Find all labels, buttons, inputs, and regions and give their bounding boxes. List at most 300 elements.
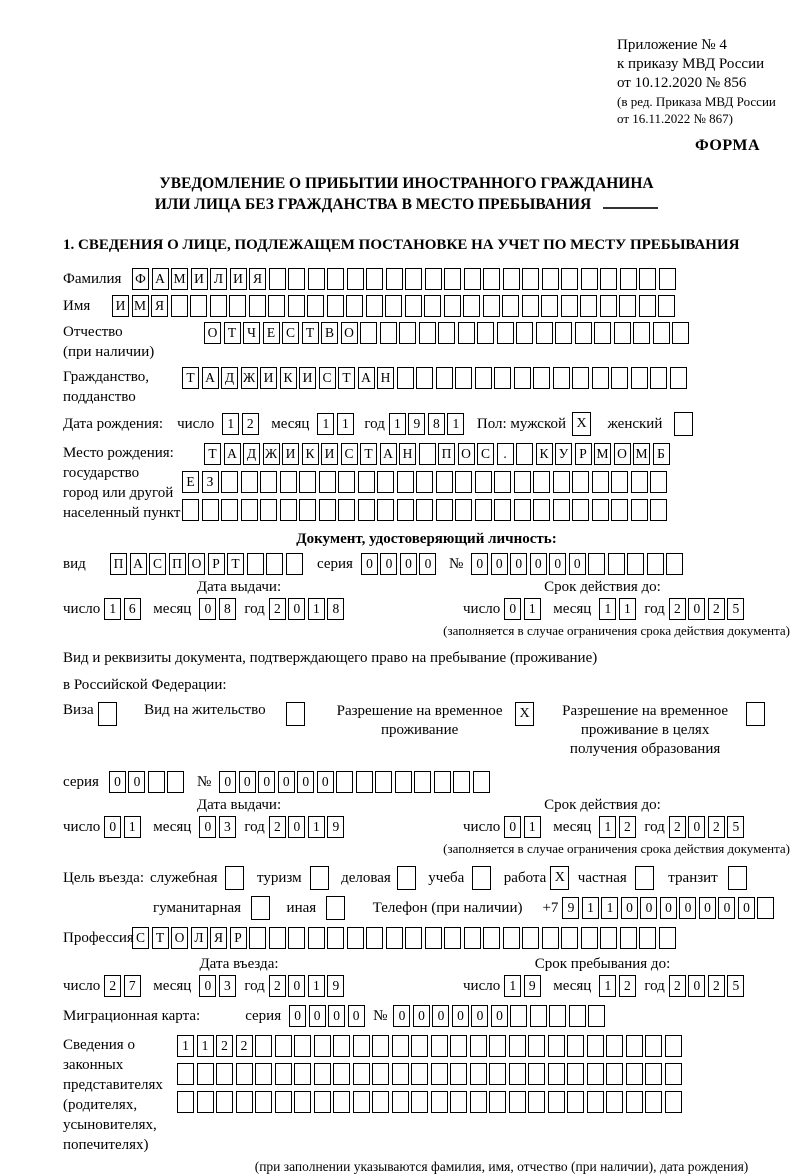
form-cell[interactable] <box>665 1063 682 1085</box>
form-cell[interactable] <box>580 295 597 317</box>
form-cell[interactable] <box>353 1091 370 1113</box>
form-cell[interactable] <box>307 295 324 317</box>
form-cell[interactable]: Р <box>575 443 592 465</box>
form-cell[interactable] <box>247 553 264 575</box>
form-cell[interactable] <box>606 1063 623 1085</box>
form-cell[interactable] <box>553 499 570 521</box>
form-cell[interactable]: 2 <box>708 816 725 838</box>
form-cell[interactable]: Т <box>182 367 199 389</box>
form-cell[interactable] <box>269 268 286 290</box>
form-cell[interactable]: И <box>230 268 247 290</box>
form-cell[interactable] <box>444 927 461 949</box>
form-cell[interactable] <box>314 1035 331 1057</box>
form-cell[interactable]: Т <box>360 443 377 465</box>
form-cell[interactable]: 0 <box>640 897 657 919</box>
form-cell[interactable] <box>333 1063 350 1085</box>
form-cell[interactable] <box>405 295 422 317</box>
form-cell[interactable] <box>197 1091 214 1113</box>
form-cell[interactable] <box>670 367 687 389</box>
form-cell[interactable] <box>600 268 617 290</box>
form-cell[interactable]: 0 <box>413 1005 430 1027</box>
form-cell[interactable] <box>631 499 648 521</box>
form-cell[interactable] <box>372 1091 389 1113</box>
form-cell[interactable] <box>553 471 570 493</box>
form-cell[interactable]: 1 <box>308 598 325 620</box>
form-cell[interactable] <box>372 1063 389 1085</box>
form-cell[interactable]: 5 <box>727 598 744 620</box>
form-cell[interactable] <box>472 866 491 890</box>
form-cell[interactable]: Р <box>208 553 225 575</box>
form-cell[interactable]: Ж <box>263 443 280 465</box>
form-cell[interactable] <box>757 897 774 919</box>
form-cell[interactable] <box>286 702 305 726</box>
form-cell[interactable] <box>659 268 676 290</box>
form-cell[interactable] <box>308 927 325 949</box>
form-cell[interactable]: 0 <box>104 816 121 838</box>
form-cell[interactable]: 0 <box>288 816 305 838</box>
form-cell[interactable]: 1 <box>308 975 325 997</box>
form-cell[interactable] <box>294 1035 311 1057</box>
form-cell[interactable] <box>631 471 648 493</box>
form-cell[interactable]: 1 <box>177 1035 194 1057</box>
form-cell[interactable] <box>416 367 433 389</box>
form-cell[interactable]: Ж <box>241 367 258 389</box>
form-cell[interactable]: X <box>572 412 591 436</box>
form-cell[interactable] <box>514 471 531 493</box>
form-cell[interactable] <box>606 1035 623 1057</box>
form-cell[interactable]: К <box>302 443 319 465</box>
form-cell[interactable] <box>399 322 416 344</box>
form-cell[interactable] <box>533 499 550 521</box>
form-cell[interactable]: 9 <box>408 413 425 435</box>
form-cell[interactable] <box>572 471 589 493</box>
form-cell[interactable] <box>581 268 598 290</box>
form-cell[interactable] <box>475 367 492 389</box>
form-cell[interactable] <box>514 499 531 521</box>
form-cell[interactable] <box>572 499 589 521</box>
form-cell[interactable] <box>658 295 675 317</box>
form-cell[interactable] <box>249 295 266 317</box>
form-cell[interactable]: 0 <box>679 897 696 919</box>
form-cell[interactable]: И <box>321 443 338 465</box>
form-cell[interactable]: В <box>321 322 338 344</box>
form-cell[interactable] <box>567 1091 584 1113</box>
form-cell[interactable] <box>645 1091 662 1113</box>
form-cell[interactable]: 3 <box>219 816 236 838</box>
form-cell[interactable] <box>395 771 412 793</box>
form-cell[interactable] <box>366 927 383 949</box>
form-cell[interactable]: Т <box>338 367 355 389</box>
form-cell[interactable] <box>588 1005 605 1027</box>
form-cell[interactable]: 0 <box>361 553 378 575</box>
form-cell[interactable] <box>561 295 578 317</box>
form-cell[interactable]: 0 <box>699 897 716 919</box>
form-cell[interactable] <box>608 553 625 575</box>
form-cell[interactable] <box>286 553 303 575</box>
form-cell[interactable]: К <box>280 367 297 389</box>
form-cell[interactable] <box>416 471 433 493</box>
form-cell[interactable] <box>635 866 654 890</box>
form-cell[interactable] <box>436 471 453 493</box>
form-cell[interactable] <box>241 471 258 493</box>
form-cell[interactable]: 2 <box>269 816 286 838</box>
form-cell[interactable]: 2 <box>269 598 286 620</box>
form-cell[interactable]: 0 <box>549 553 566 575</box>
form-cell[interactable] <box>497 322 514 344</box>
form-cell[interactable]: 0 <box>297 771 314 793</box>
form-cell[interactable] <box>639 295 656 317</box>
form-cell[interactable] <box>581 927 598 949</box>
form-cell[interactable]: И <box>299 367 316 389</box>
form-cell[interactable] <box>319 499 336 521</box>
form-cell[interactable] <box>431 1035 448 1057</box>
form-cell[interactable]: 0 <box>738 897 755 919</box>
form-cell[interactable]: С <box>319 367 336 389</box>
form-cell[interactable]: 2 <box>269 975 286 997</box>
form-cell[interactable] <box>336 771 353 793</box>
form-cell[interactable]: 0 <box>199 598 216 620</box>
form-cell[interactable] <box>489 1091 506 1113</box>
form-cell[interactable] <box>327 268 344 290</box>
form-cell[interactable]: 1 <box>524 598 541 620</box>
form-cell[interactable] <box>464 268 481 290</box>
form-cell[interactable] <box>314 1063 331 1085</box>
form-cell[interactable] <box>528 1035 545 1057</box>
form-cell[interactable] <box>587 1063 604 1085</box>
form-cell[interactable]: О <box>204 322 221 344</box>
form-cell[interactable] <box>275 1035 292 1057</box>
form-cell[interactable]: О <box>188 553 205 575</box>
form-cell[interactable] <box>299 471 316 493</box>
form-cell[interactable]: 1 <box>317 413 334 435</box>
form-cell[interactable] <box>528 1063 545 1085</box>
form-cell[interactable]: Т <box>152 927 169 949</box>
form-cell[interactable]: О <box>458 443 475 465</box>
form-cell[interactable] <box>455 499 472 521</box>
form-cell[interactable]: 0 <box>504 816 521 838</box>
form-cell[interactable] <box>255 1063 272 1085</box>
form-cell[interactable] <box>299 499 316 521</box>
form-cell[interactable]: 8 <box>219 598 236 620</box>
form-cell[interactable] <box>510 1005 527 1027</box>
form-cell[interactable] <box>241 499 258 521</box>
form-cell[interactable]: 0 <box>380 553 397 575</box>
form-cell[interactable] <box>473 771 490 793</box>
form-cell[interactable]: 7 <box>124 975 141 997</box>
form-cell[interactable] <box>522 927 539 949</box>
form-cell[interactable] <box>470 1063 487 1085</box>
form-cell[interactable] <box>225 866 244 890</box>
form-cell[interactable]: 0 <box>258 771 275 793</box>
form-cell[interactable]: 1 <box>619 598 636 620</box>
form-cell[interactable] <box>509 1063 526 1085</box>
form-cell[interactable]: 0 <box>621 897 638 919</box>
form-cell[interactable] <box>288 295 305 317</box>
form-cell[interactable]: 0 <box>471 553 488 575</box>
form-cell[interactable] <box>650 471 667 493</box>
form-cell[interactable] <box>503 927 520 949</box>
form-cell[interactable] <box>494 471 511 493</box>
form-cell[interactable] <box>275 1091 292 1113</box>
form-cell[interactable] <box>405 268 422 290</box>
form-cell[interactable] <box>366 268 383 290</box>
form-cell[interactable]: 2 <box>669 816 686 838</box>
form-cell[interactable] <box>639 927 656 949</box>
form-cell[interactable] <box>666 553 683 575</box>
form-cell[interactable]: И <box>191 268 208 290</box>
form-cell[interactable]: 1 <box>524 816 541 838</box>
form-cell[interactable] <box>431 1063 448 1085</box>
form-cell[interactable] <box>514 367 531 389</box>
form-cell[interactable] <box>444 268 461 290</box>
form-cell[interactable] <box>509 1091 526 1113</box>
form-cell[interactable]: 0 <box>393 1005 410 1027</box>
form-cell[interactable]: Д <box>243 443 260 465</box>
form-cell[interactable]: С <box>132 927 149 949</box>
form-cell[interactable]: О <box>614 443 631 465</box>
form-cell[interactable] <box>346 295 363 317</box>
form-cell[interactable] <box>674 412 693 436</box>
form-cell[interactable] <box>202 499 219 521</box>
form-cell[interactable] <box>516 443 533 465</box>
form-cell[interactable] <box>611 471 628 493</box>
form-cell[interactable]: 1 <box>599 816 616 838</box>
form-cell[interactable]: 0 <box>471 1005 488 1027</box>
form-cell[interactable] <box>280 471 297 493</box>
form-cell[interactable]: Е <box>182 471 199 493</box>
form-cell[interactable]: 1 <box>197 1035 214 1057</box>
form-cell[interactable] <box>411 1091 428 1113</box>
form-cell[interactable] <box>221 471 238 493</box>
form-cell[interactable]: 0 <box>452 1005 469 1027</box>
form-cell[interactable] <box>255 1035 272 1057</box>
form-cell[interactable]: 0 <box>688 598 705 620</box>
form-cell[interactable] <box>653 322 670 344</box>
form-cell[interactable] <box>728 866 747 890</box>
form-cell[interactable] <box>397 367 414 389</box>
form-cell[interactable] <box>414 771 431 793</box>
form-cell[interactable]: С <box>477 443 494 465</box>
form-cell[interactable] <box>477 322 494 344</box>
form-cell[interactable]: 2 <box>619 816 636 838</box>
form-cell[interactable] <box>386 268 403 290</box>
form-cell[interactable] <box>665 1091 682 1113</box>
form-cell[interactable]: Т <box>224 322 241 344</box>
form-cell[interactable] <box>148 771 165 793</box>
form-cell[interactable] <box>425 927 442 949</box>
form-cell[interactable] <box>567 1035 584 1057</box>
form-cell[interactable]: 0 <box>510 553 527 575</box>
form-cell[interactable] <box>645 1035 662 1057</box>
form-cell[interactable] <box>216 1091 233 1113</box>
form-cell[interactable]: 0 <box>491 1005 508 1027</box>
form-cell[interactable] <box>360 322 377 344</box>
form-cell[interactable] <box>444 295 461 317</box>
form-cell[interactable]: 0 <box>348 1005 365 1027</box>
form-cell[interactable] <box>288 927 305 949</box>
form-cell[interactable] <box>216 1063 233 1085</box>
form-cell[interactable] <box>533 367 550 389</box>
form-cell[interactable] <box>190 295 207 317</box>
form-cell[interactable]: 0 <box>199 816 216 838</box>
form-cell[interactable]: Т <box>302 322 319 344</box>
form-cell[interactable]: 1 <box>599 598 616 620</box>
form-cell[interactable] <box>221 499 238 521</box>
form-cell[interactable] <box>288 268 305 290</box>
form-cell[interactable]: Я <box>210 927 227 949</box>
form-cell[interactable] <box>626 1091 643 1113</box>
form-cell[interactable] <box>197 1063 214 1085</box>
form-cell[interactable] <box>458 322 475 344</box>
form-cell[interactable] <box>294 1091 311 1113</box>
form-cell[interactable]: 1 <box>337 413 354 435</box>
form-cell[interactable] <box>377 499 394 521</box>
form-cell[interactable] <box>483 295 500 317</box>
form-cell[interactable]: 1 <box>222 413 239 435</box>
form-cell[interactable] <box>377 471 394 493</box>
form-cell[interactable] <box>182 499 199 521</box>
form-cell[interactable] <box>489 1035 506 1057</box>
form-cell[interactable] <box>338 471 355 493</box>
form-cell[interactable]: 0 <box>688 975 705 997</box>
form-cell[interactable] <box>620 927 637 949</box>
form-cell[interactable]: Р <box>230 927 247 949</box>
form-cell[interactable] <box>614 322 631 344</box>
form-cell[interactable] <box>588 553 605 575</box>
form-cell[interactable] <box>280 499 297 521</box>
form-cell[interactable] <box>397 866 416 890</box>
form-cell[interactable]: 1 <box>601 897 618 919</box>
form-cell[interactable] <box>633 322 650 344</box>
form-cell[interactable] <box>494 499 511 521</box>
form-cell[interactable]: 1 <box>582 897 599 919</box>
form-cell[interactable]: 2 <box>669 598 686 620</box>
form-cell[interactable] <box>627 553 644 575</box>
form-cell[interactable] <box>572 367 589 389</box>
form-cell[interactable]: 0 <box>128 771 145 793</box>
form-cell[interactable]: 2 <box>619 975 636 997</box>
form-cell[interactable] <box>626 1035 643 1057</box>
form-cell[interactable] <box>600 295 617 317</box>
form-cell[interactable] <box>171 295 188 317</box>
form-cell[interactable] <box>356 771 373 793</box>
form-cell[interactable]: . <box>497 443 514 465</box>
form-cell[interactable] <box>522 268 539 290</box>
form-cell[interactable] <box>266 553 283 575</box>
form-cell[interactable] <box>333 1091 350 1113</box>
form-cell[interactable] <box>269 927 286 949</box>
form-cell[interactable] <box>260 471 277 493</box>
form-cell[interactable]: 0 <box>288 975 305 997</box>
form-cell[interactable] <box>327 927 344 949</box>
form-cell[interactable]: 1 <box>389 413 406 435</box>
form-cell[interactable] <box>167 771 184 793</box>
form-cell[interactable] <box>619 295 636 317</box>
form-cell[interactable] <box>587 1035 604 1057</box>
form-cell[interactable]: Ф <box>132 268 149 290</box>
form-cell[interactable]: 2 <box>216 1035 233 1057</box>
form-cell[interactable] <box>639 268 656 290</box>
form-cell[interactable] <box>542 927 559 949</box>
form-cell[interactable]: 0 <box>688 816 705 838</box>
form-cell[interactable] <box>229 295 246 317</box>
form-cell[interactable] <box>397 471 414 493</box>
form-cell[interactable]: С <box>149 553 166 575</box>
form-cell[interactable]: И <box>282 443 299 465</box>
form-cell[interactable] <box>177 1091 194 1113</box>
form-cell[interactable]: X <box>550 866 569 890</box>
form-cell[interactable] <box>494 367 511 389</box>
form-cell[interactable] <box>210 295 227 317</box>
form-cell[interactable] <box>327 295 344 317</box>
form-cell[interactable]: 1 <box>104 598 121 620</box>
form-cell[interactable] <box>353 1063 370 1085</box>
form-cell[interactable] <box>249 927 266 949</box>
form-cell[interactable] <box>548 1091 565 1113</box>
form-cell[interactable]: А <box>380 443 397 465</box>
form-cell[interactable]: М <box>594 443 611 465</box>
form-cell[interactable] <box>650 367 667 389</box>
form-cell[interactable]: 1 <box>124 816 141 838</box>
form-cell[interactable] <box>397 499 414 521</box>
form-cell[interactable] <box>251 896 270 920</box>
form-cell[interactable] <box>98 702 117 726</box>
form-cell[interactable]: Н <box>377 367 394 389</box>
form-cell[interactable] <box>450 1063 467 1085</box>
form-cell[interactable] <box>483 268 500 290</box>
form-cell[interactable]: 2 <box>104 975 121 997</box>
form-cell[interactable] <box>549 1005 566 1027</box>
form-cell[interactable]: 0 <box>288 598 305 620</box>
form-cell[interactable] <box>516 322 533 344</box>
form-cell[interactable]: Н <box>399 443 416 465</box>
form-cell[interactable]: И <box>260 367 277 389</box>
form-cell[interactable] <box>268 295 285 317</box>
form-cell[interactable] <box>561 927 578 949</box>
form-cell[interactable]: 0 <box>432 1005 449 1027</box>
form-cell[interactable] <box>419 443 436 465</box>
form-cell[interactable]: П <box>110 553 127 575</box>
form-cell[interactable] <box>347 268 364 290</box>
form-cell[interactable] <box>569 1005 586 1027</box>
form-cell[interactable]: 0 <box>400 553 417 575</box>
form-cell[interactable]: 9 <box>562 897 579 919</box>
form-cell[interactable]: Л <box>191 927 208 949</box>
form-cell[interactable] <box>548 1063 565 1085</box>
form-cell[interactable] <box>416 499 433 521</box>
form-cell[interactable]: 1 <box>504 975 521 997</box>
form-cell[interactable]: 0 <box>199 975 216 997</box>
form-cell[interactable] <box>631 367 648 389</box>
form-cell[interactable] <box>326 896 345 920</box>
form-cell[interactable] <box>419 322 436 344</box>
form-cell[interactable]: 0 <box>109 771 126 793</box>
form-cell[interactable] <box>672 322 689 344</box>
form-cell[interactable]: 8 <box>428 413 445 435</box>
form-cell[interactable] <box>509 1035 526 1057</box>
form-cell[interactable] <box>548 1035 565 1057</box>
form-cell[interactable] <box>645 1063 662 1085</box>
form-cell[interactable] <box>385 295 402 317</box>
form-cell[interactable] <box>236 1091 253 1113</box>
form-cell[interactable]: А <box>152 268 169 290</box>
form-cell[interactable]: Е <box>263 322 280 344</box>
form-cell[interactable] <box>522 295 539 317</box>
form-cell[interactable]: А <box>202 367 219 389</box>
form-cell[interactable] <box>455 367 472 389</box>
form-cell[interactable] <box>455 471 472 493</box>
form-cell[interactable] <box>746 702 765 726</box>
